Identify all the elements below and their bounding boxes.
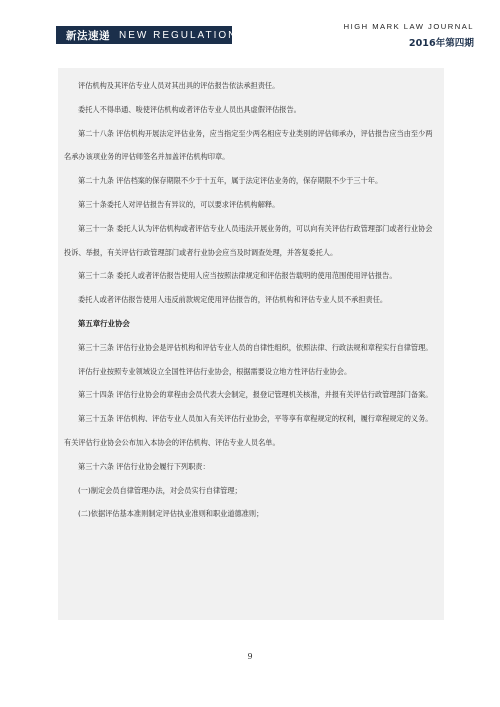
article-body	[58, 68, 444, 620]
article-28: 第二十八条 评估机构开展法定评估业务，应当指定至少两名相应专业类别的评估师承办，评估报告应当由至少两名承办该项业务的评估师签名并加盖评估机构印章。	[64, 128, 433, 162]
page-number: 9	[247, 652, 253, 661]
paragraph: 评估机构及其评估专业人员对其出具的评估报告依法承担责任。	[78, 81, 280, 90]
paragraph: 委托人或者评估报告使用人违反前款规定使用评估报告的，评估机构和评估专业人员不承担责任。	[78, 295, 388, 305]
paragraph: 委托人不得串通、唆使评估机构或者评估专业人员出具虚假评估报告。	[78, 104, 301, 114]
section-title-cn: 新法速递	[66, 29, 110, 42]
article-30: 第三十条委托人对评估报告有异议的，可以要求评估机构解释。	[78, 199, 280, 209]
article-36: 第三十六条 评估行业协会履行下列职责：	[78, 461, 210, 471]
article-33: 第三十三条 评估行业协会是评估机构和评估专业人员的自律性组织，依照法律、行政法规和章程实行自律管理。	[78, 342, 433, 352]
paragraph: 评估行业按照专业领域设立全国性评估行业协会，根据需要设立地方性评估行业协会。	[78, 366, 352, 376]
section-header-bar	[56, 26, 247, 44]
article-29: 第二十九条 评估档案的保存期限不少于十五年，属于法定评估业务的，保存期限不少于三十年。	[78, 176, 383, 186]
list-item: (二)依据评估基本准则制定评估执业准则和职业道德准则；	[78, 509, 264, 519]
section-title-en: NEW REGULATIONS	[119, 29, 247, 41]
journal-title: HIGH MARK LAW JOURNAL	[343, 22, 474, 31]
list-item: (一)制定会员自律管理办法，对会员实行自律管理；	[78, 485, 242, 495]
journal-issue: 2016年第四期	[408, 38, 474, 49]
article-35: 第三十五条 评估机构、评估专业人员加入有关评估行业协会，平等享有章程规定的权利，履行章程规定的义务。有关评估行业协会公布加入本协会的评估机构、评估专业人员名单。	[64, 414, 433, 447]
article-31: 第三十一条 委托人认为评估机构或者评估专业人员违法开展业务的，可以向有关评估行政管理部门或者行业协会投诉、举报，有关评估行政管理部门或者行业协会应当及时调查处理，并答复委托人。	[64, 223, 433, 257]
article-32: 第三十二条 委托人或者评估报告使用人应当按照法律规定和评估报告载明的使用范围使用评估报告。	[78, 271, 397, 281]
chapter-heading: 第五章行业协会	[78, 318, 130, 328]
article-34: 第三十四条 评估行业协会的章程由会员代表大会制定，报登记管理机关核准，并报有关评估行政管理部门备案。	[78, 390, 433, 400]
